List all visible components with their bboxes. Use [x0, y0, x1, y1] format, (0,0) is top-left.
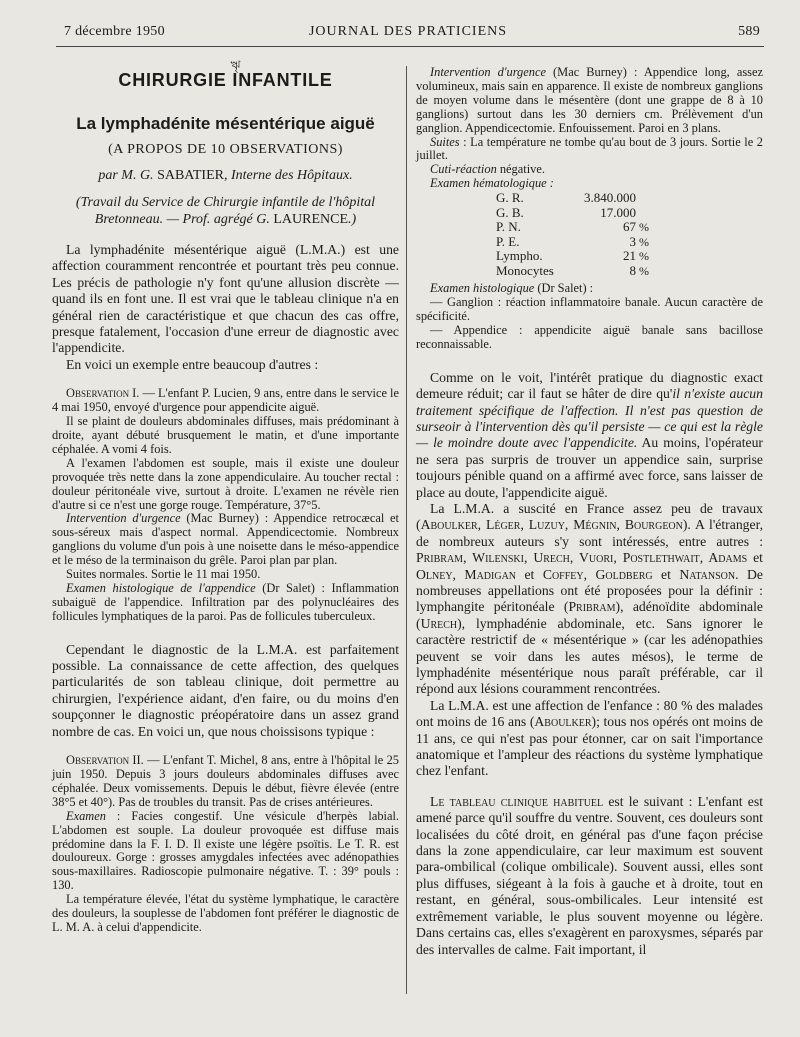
intro-paragraph: La lymphadénite mésentérique aiguë (L.M.A.) est une affection couramment rencontrée et pourtant très peu connue. Les précis de pathologie n'y font qu'une allusion discrète — quand ils en font une. Il est vrai que le tableau clinique n'a en général rien de caractéristique et que chacun des cas offre, presque fatalement, l'occasion d'une erreur de diagnostic avec l'appendicite. — [52, 242, 399, 356]
article-affiliation — [52, 194, 399, 228]
lma-text-c: . De nombreuses appellations ont été proposées pour la définir : lymphangite péritonéale ( — [416, 566, 763, 615]
enfance-text-a: La L.M.A. est une affection de l'enfance : 80 % des malades ont moins de 16 ans ( — [416, 697, 763, 730]
tableau-text: est le suivant : L'enfant est amené parce qu'il souffre du ventre. Souvent, ces douleurs sont localisées du côté droit, en général pas d'une façon précise dans la zone appendiculaire, car leur maximum est souvent para-ombilical (colique ombilicale). Souvent aussi, elles sont plus diffuses, siégeant à la fois à gauche et à droite, tout en restant, en général, sous-ombilicales. Leur intensité est extrêmement variable, le plus souvent moyenne ou légère. Dans certains cas, elles s'exagèrent en paroxysmes, séparés par des intervalles de calme. Fait important, il — [416, 793, 764, 957]
lma-and-1: et — [747, 550, 763, 566]
affiliation-line-2: Bretonneau. — Prof. agrégé G. — [94, 212, 274, 227]
affiliation-name: LAURENCE — [273, 212, 349, 227]
lma-author-pribram: Pribram — [568, 599, 616, 615]
ornament-mark: ৠ — [230, 58, 241, 72]
header-date: 7 décembre 1950 — [64, 24, 165, 39]
header-page-number: 589 — [738, 24, 760, 39]
interv-label: Intervention d'urgence — [430, 65, 546, 79]
lma-authors-4: Coffey, Goldberg — [542, 566, 653, 582]
lma-authors-5: Natanson — [679, 566, 736, 582]
hemato-value: 21 — [623, 248, 636, 264]
hemato-unit — [636, 206, 649, 221]
hemato-row — [496, 235, 649, 250]
hemato-key: P. N. — [496, 219, 521, 235]
obs1-text: — L'enfant P. Lucien, 9 ans, entre dans le service le 4 mai 1950, envoyé d'urgence pour appendicite aiguë. — [52, 386, 399, 415]
obs1-histology-label: Examen histologique de l'appendice — [66, 580, 256, 595]
running-header — [56, 24, 760, 44]
column-divider — [406, 66, 407, 994]
article-subtitle: (A PROPOS DE 10 OBSERVATIONS) — [108, 142, 343, 157]
comme-paragraph — [416, 370, 763, 501]
lma-text-d: ), adénoïdite abdominale ( — [416, 599, 764, 631]
hemato-value: 8 — [629, 262, 636, 278]
tableau-label: Le tableau clinique habituel — [430, 793, 604, 809]
histo-text: (Dr Salet) : — [534, 281, 594, 296]
lma-and-2: et — [516, 566, 543, 582]
obs1-intervention: (Mac Burney) : Appendice retrocæcal et sous-séreux mais d'aspect normal. Appendicectomie. Nombreux ganglions du volume d'un pois à une noisette dans le méso-appendice et le méso de la terminaison du grêle. Paroi plan par plan. — [52, 511, 399, 568]
hemato-key: G. R. — [496, 190, 524, 206]
hemato-key: P. E. — [496, 233, 520, 249]
obs1-paragraph-3: A l'examen l'abdomen est souple, mais il existe une douleur provoquée très nette dans la zone appendiculaire. Au toucher rectal : douleur péritonéale vive, surtout à droite. L'examen ne révèle rien d'autre si ce n'est une gorge rouge. Température, 37°5. — [52, 455, 399, 512]
hemato-unit: % — [639, 263, 649, 278]
hemato-value: 17.000 — [600, 204, 636, 220]
hemato-table — [496, 191, 649, 278]
section-title: CHIRURGIE INFANTILE — [118, 70, 333, 90]
comme-text-b: Au moins, l'opérateur ne sera pas surpris de trouver un appendice sain, surprise toujours pénible quand on a affirmé avec force, sans laisser de place au doute, l'appendicite aiguë. — [416, 435, 763, 500]
right-column — [416, 66, 763, 958]
comme-text-italic: il n'existe aucun traitement spécifique de l'affection. Il n'est pas question de surseoir à l'intervention dès qu'il persiste — ce qui est la règle — le moindre doute avec l'appendicite. — [416, 386, 763, 451]
obs2-paragraph-3: La température élevée, l'état du système lymphatique, le caractère des douleurs, la souplesse de l'abdomen font préférer le diagnostic de L. M. A. à celui d'appendicite. — [52, 892, 399, 934]
obs1-intervention-label: Intervention d'urgence — [66, 511, 181, 526]
tableau-paragraph — [416, 794, 763, 958]
hemato-row — [496, 206, 649, 221]
hemato-row — [496, 220, 649, 235]
obs1-suites: Suites normales. Sortie le 11 mai 1950. — [66, 567, 261, 582]
lma-authors-3: Olney, Madigan — [416, 566, 517, 582]
hemato-label: Examen hématologique : — [430, 176, 554, 191]
author-name: SABATIER — [157, 168, 224, 183]
cuti-text: négative. — [496, 162, 545, 177]
histo-label: Examen histologique — [430, 281, 535, 296]
hemato-value: 3 — [629, 233, 636, 249]
histo-ganglion: — Ganglion : réaction inflammatoire banale. Aucun caractère de spécificité. — [416, 295, 763, 323]
article-title: La lymphadénite mésentérique aiguë — [76, 114, 375, 133]
histo-appendice: — Appendice : appendicite aiguë banale sans bacillose reconnaissable. — [416, 322, 763, 351]
obs2-exam-label: Examen — [66, 808, 106, 823]
lma-authors-abroad: Pribram, Wilenski, Urech, Vuori, Postlethwait, Adams — [416, 550, 748, 566]
lma-author-urech: Urech — [420, 615, 458, 631]
obs2-exam: : Facies congestif. Une vésicule d'herpès labial. L'abdomen est souple. La douleur provoquée est diffuse mais prédomine dans la F. I. D. Il existe une légère psoïtis. Le T. R. est douloureux. Gorge : grosses amygdales infectées avec adénopathies sous-maxillaires. Radioscopie pulmonaire négative. T. : 39° pouls : 130. — [52, 808, 399, 893]
affiliation-end: .) — [348, 212, 357, 227]
left-column — [52, 60, 399, 935]
obs1-paragraph-2: Il se plaint de douleurs abdominales diffuses, mais prédominant à droite, ayant débuté brusquement le matin, et d'une importante céphalée. A vomi 4 fois. — [52, 414, 399, 456]
enfance-author: Aboulker — [534, 714, 592, 730]
comme-text-a: Comme on le voit, l'intérêt pratique du diagnostic exact demeure réduit; car il faut se hâter de dire qu' — [416, 369, 763, 402]
lma-text-b: ). A l'étranger, de nombreux auteurs s'y sont intéressés, entre autres : — [416, 517, 764, 549]
obs2-text: — L'enfant T. Michel, 8 ans, entre à l'hôpital le 25 juin 1950. Depuis 3 jours douleurs abdominales diffuses avec céphalée. Deux vomissements. Depuis le début, fièvre élevée (entre 38°5 et 40°). Pas de troubles du transit. Pas de crises antérieures. — [52, 753, 399, 809]
observation-2-continued — [416, 66, 763, 352]
cuti-label: Cuti-réaction — [430, 162, 497, 177]
lma-text-e: ), lymphadénie abdominale, etc. Sans ignorer le caractère restrictif de « mésentérique » (car les adénopathies peuvent se voir dans les autes mésos), le terme de lymphadénite mésentérique nous paraît préférable, car il répond aux lésions couramment rencontrées. — [416, 615, 763, 697]
hemato-row — [496, 264, 649, 279]
intro-paragraph-2: En voici un exemple entre beaucoup d'autres : — [66, 356, 319, 372]
hemato-unit: % — [639, 234, 649, 249]
article-author — [52, 168, 399, 184]
hemato-unit: % — [639, 220, 649, 235]
hemato-row — [496, 249, 649, 264]
lma-text-a: La L.M.A. a suscité en France assez peu de travaux ( — [416, 500, 763, 533]
obs2-label: Observation II. — [66, 753, 144, 768]
hemato-key: Monocytes — [496, 262, 554, 278]
hemato-value: 3.840.000 — [584, 190, 636, 206]
affiliation-line-1: (Travail du Service de Chirurgie infantile de l'hôpital — [75, 195, 376, 210]
observation-1 — [52, 387, 399, 623]
cependant-paragraph: Cependant le diagnostic de la L.M.A. est parfaitement possible. La connaissance de cette affection, des quelques particularités de son tableau clinique, doit permettre au chirurgien, l'expérience aidant, d'en faire, ou du moins d'en soupçonner le diagnostic préopératoire dans un assez grand nombre de cas. En voici un, que nous choissisons typique : — [52, 641, 399, 739]
lma-and-3: et — [652, 566, 680, 582]
hemato-key: G. B. — [496, 204, 524, 220]
observation-2 — [52, 754, 399, 935]
header-rule — [56, 46, 764, 47]
obs1-label: Observation I. — [66, 386, 140, 401]
hemato-unit — [636, 191, 649, 206]
enfance-text-b: ); tous nos opérés ont moins de 11 ans, ce qui n'est pas pour étonner, car on sait l'importance anatomique et l'ampleur des réactions du système lymphatique chez l'enfant. — [416, 714, 763, 779]
obs1-histology: (Dr Salet) : Inflammation subaiguë de l'appendice. Infiltration par des polynucléaires des follicules lymphatiques de la paroi. Pas de follicules tuberculeux. — [52, 580, 399, 623]
lma-authors-france: Aboulker, Léger, Luzuy, Mégnin, Bourgeon — [420, 517, 683, 533]
suites-text: : La température ne tombe qu'au bout de 3 jours. Sortie le 2 juillet. — [416, 134, 763, 163]
hemato-key: Lympho. — [496, 248, 543, 264]
suites-label: Suites — [430, 134, 460, 149]
author-prefix: par M. G. — [98, 168, 158, 183]
author-suffix: , Interne des Hôpitaux. — [223, 168, 353, 183]
hemato-value: 67 — [623, 219, 636, 235]
enfance-paragraph — [416, 698, 763, 780]
header-journal-title: JOURNAL DES PRATICIENS — [308, 24, 508, 39]
hemato-row — [496, 191, 649, 206]
interv-text: (Mac Burney) : Appendice long, assez volumineux, mais sain en apparence. Il existe de nombreux ganglions de moyen volume dans le mésentère (dont une grappe de 8 à 10 ganglions) surtout dans les 30 derniers cm. Prélèvement d'un ganglion. Appendicectomie. Enfouissement. Paroi en 3 plans. — [416, 65, 763, 135]
lma-paragraph — [416, 501, 763, 698]
hemato-unit: % — [639, 249, 649, 264]
